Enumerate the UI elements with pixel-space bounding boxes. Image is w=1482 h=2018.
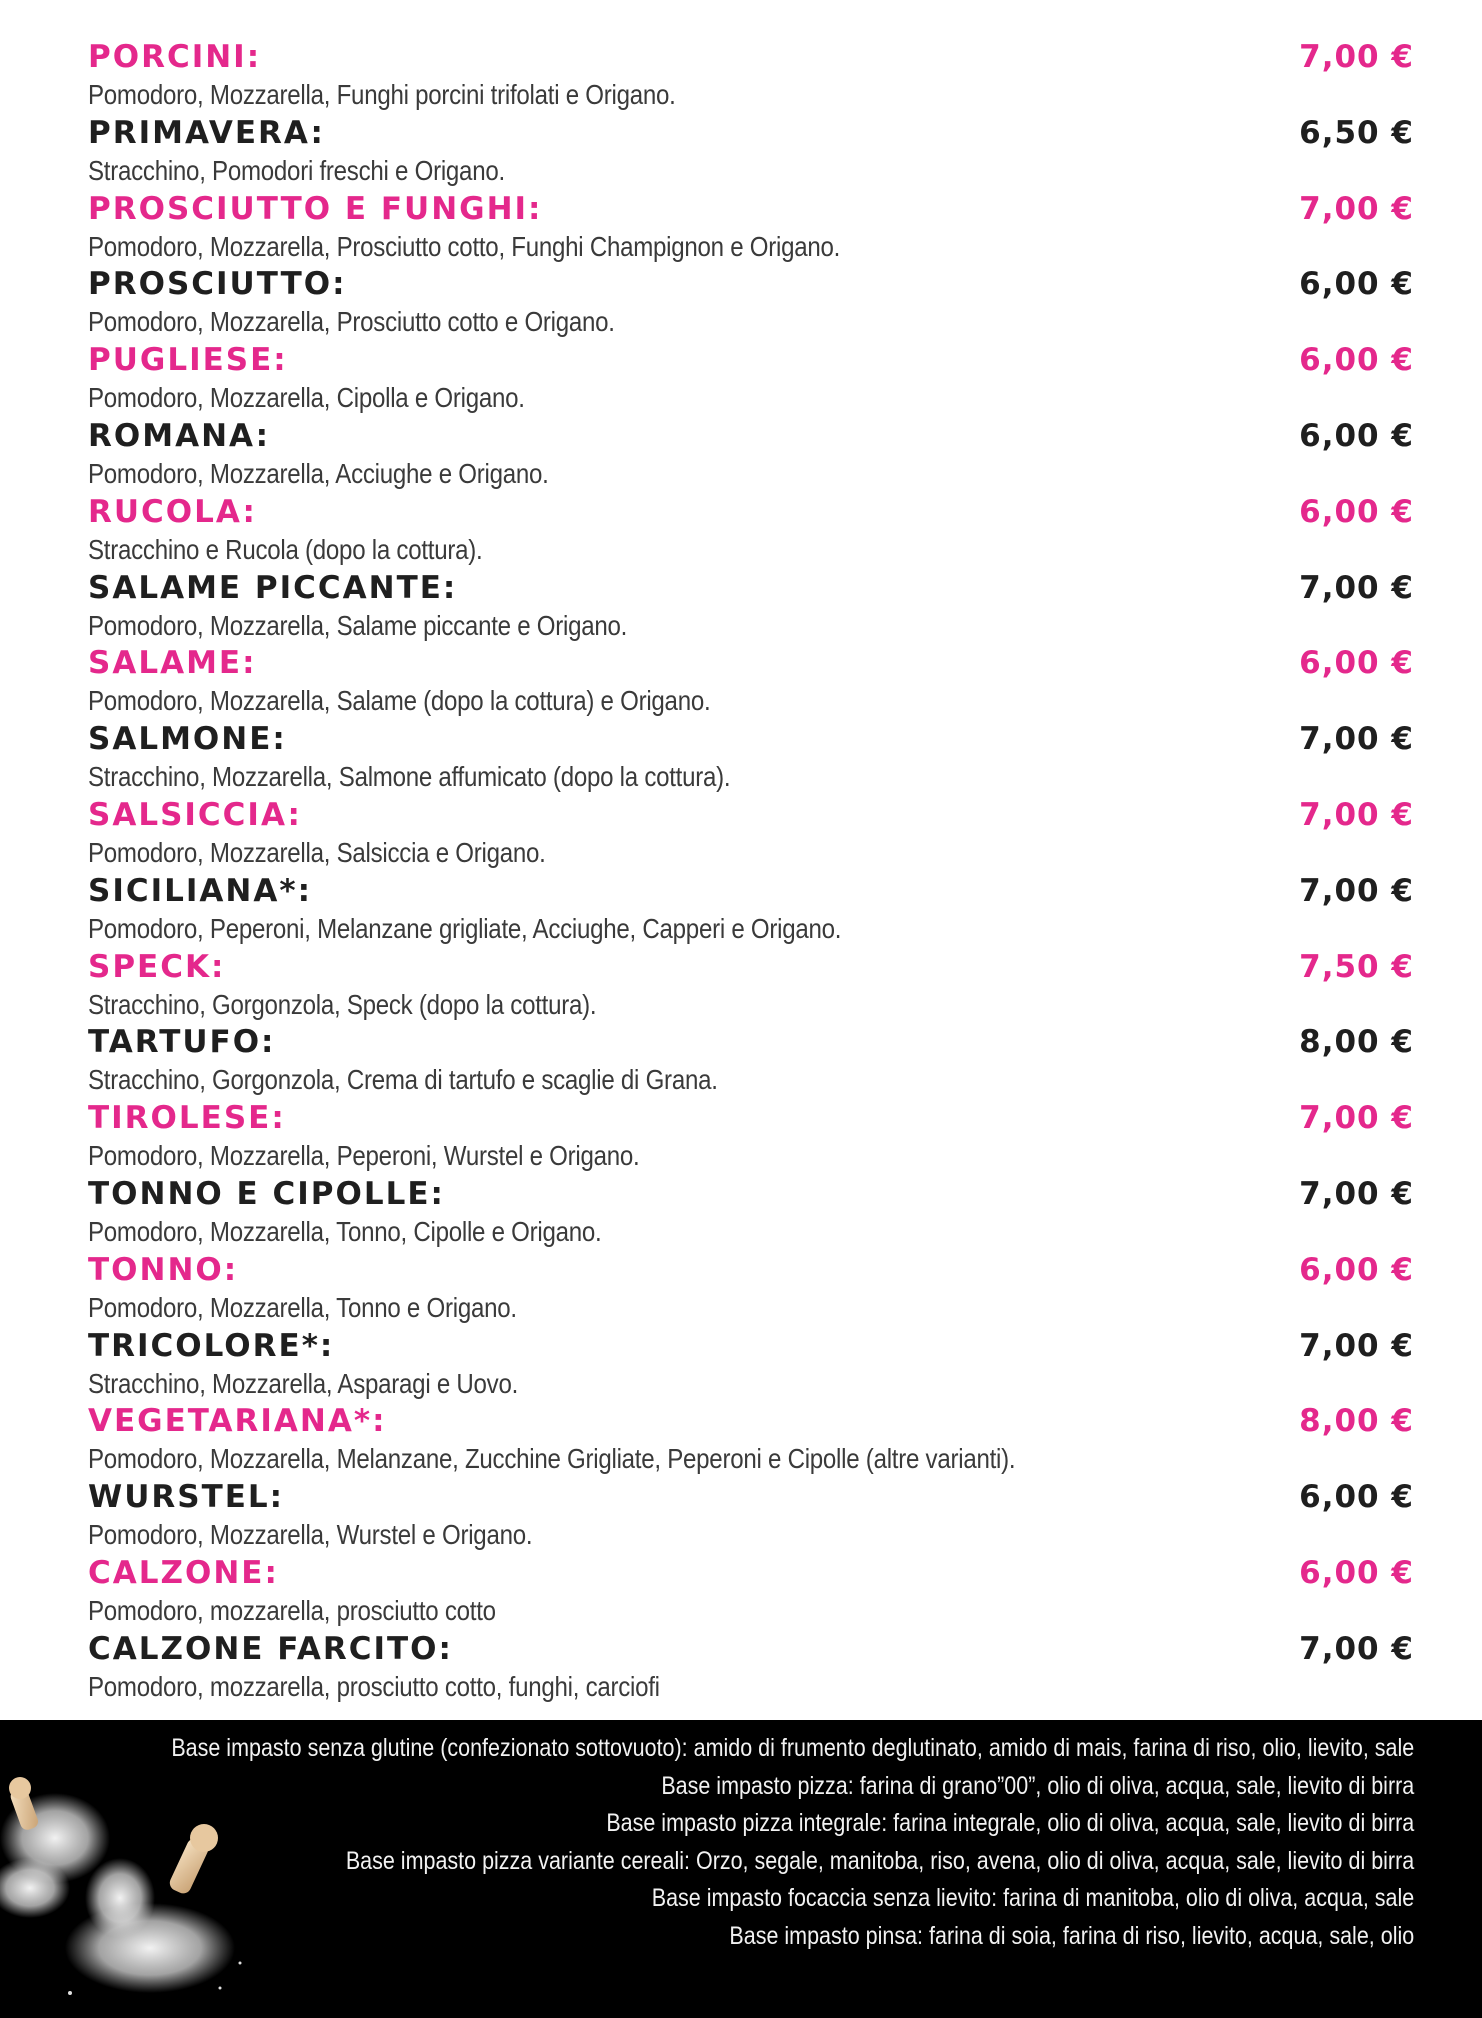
menu-item — [88, 796, 1414, 872]
menu-item-header — [88, 720, 1414, 758]
menu-item-price: 7,00 € — [1299, 1175, 1414, 1212]
menu-item — [88, 341, 1414, 417]
menu-item-header — [88, 1554, 1414, 1592]
menu-item-name: CALZONE FARCITO: — [88, 1630, 453, 1667]
menu-item-price: 7,00 € — [1299, 1100, 1414, 1137]
menu-item-header — [88, 1478, 1414, 1516]
menu-item-header — [88, 38, 1414, 76]
menu-item — [88, 948, 1414, 1024]
menu-item-description: Pomodoro, Mozzarella, Peperoni, Wurstel e Origano. — [88, 1140, 640, 1172]
menu-item-name: SICILIANA*: — [88, 872, 312, 909]
menu-item-price: 7,50 € — [1299, 948, 1414, 985]
menu-item-name: TONNO E CIPOLLE: — [88, 1175, 445, 1212]
menu-item-description: Pomodoro, Mozzarella, Melanzane, Zucchine Grigliate, Peperoni e Cipolle (altre varianti). — [88, 1443, 1016, 1475]
menu-item-header — [88, 569, 1414, 607]
menu-item-price: 7,00 € — [1299, 872, 1414, 909]
menu-item-price: 8,00 € — [1299, 1403, 1414, 1440]
menu-item-header — [88, 265, 1414, 303]
menu-item-name: TONNO: — [88, 1251, 239, 1288]
menu-item — [88, 38, 1414, 114]
dough-base-line: Base impasto pizza integrale: farina integrale, olio di oliva, acqua, sale, lievito di birra — [606, 1809, 1414, 1838]
pizza-menu-list — [88, 38, 1414, 1706]
menu-item-header — [88, 948, 1414, 986]
menu-item-header — [88, 644, 1414, 682]
menu-item-description: Pomodoro, Mozzarella, Tonno e Origano. — [88, 1291, 517, 1323]
menu-item-header — [88, 1251, 1414, 1289]
menu-item-description: Stracchino, Gorgonzola, Speck (dopo la cottura). — [88, 988, 597, 1020]
menu-item — [88, 1175, 1414, 1251]
menu-item — [88, 1327, 1414, 1403]
menu-item-description: Stracchino, Pomodori freschi e Origano. — [88, 154, 505, 186]
menu-item-price: 6,00 € — [1299, 645, 1414, 682]
menu-item-name: ROMANA: — [88, 417, 270, 454]
dough-base-line: Base impasto pinsa: farina di soia, farina di riso, lievito, acqua, sale, olio — [729, 1921, 1414, 1950]
menu-item — [88, 114, 1414, 190]
menu-item-price: 6,00 € — [1299, 417, 1414, 454]
menu-item-price: 7,00 € — [1299, 190, 1414, 227]
dough-base-line: Base impasto senza glutine (confezionato sottovuoto): amido di frumento deglutinato, amido di mais, farina di riso, olio, lievito, sale — [171, 1734, 1414, 1762]
menu-item — [88, 493, 1414, 569]
menu-item-description: Pomodoro, mozzarella, prosciutto cotto — [88, 1594, 496, 1626]
menu-item — [88, 1478, 1414, 1554]
menu-item-price: 7,00 € — [1299, 1327, 1414, 1364]
menu-item — [88, 720, 1414, 796]
menu-item-price: 6,00 € — [1299, 342, 1414, 379]
menu-item-price: 6,50 € — [1299, 114, 1414, 151]
menu-item-price: 8,00 € — [1299, 1024, 1414, 1061]
menu-item-price: 7,00 € — [1299, 39, 1414, 75]
menu-item — [88, 569, 1414, 645]
menu-item — [88, 1251, 1414, 1327]
menu-item-description: Stracchino, Mozzarella, Salmone affumicato (dopo la cottura). — [88, 761, 731, 793]
menu-item-header — [88, 493, 1414, 531]
menu-item-name: TIROLESE: — [88, 1100, 286, 1137]
menu-item — [88, 265, 1414, 341]
menu-item-header — [88, 1402, 1414, 1440]
menu-item-header — [88, 1023, 1414, 1061]
menu-item-header — [88, 1630, 1414, 1668]
menu-item-description: Pomodoro, Mozzarella, Cipolla e Origano. — [88, 382, 525, 414]
menu-item-description: Pomodoro, Mozzarella, Wurstel e Origano. — [88, 1519, 533, 1551]
menu-item — [88, 644, 1414, 720]
menu-item-description: Pomodoro, Mozzarella, Salsiccia e Origano. — [88, 836, 546, 868]
menu-item-header — [88, 341, 1414, 379]
dough-bases-list — [0, 1730, 1414, 1956]
menu-item-description: Stracchino e Rucola (dopo la cottura). — [88, 533, 483, 565]
menu-item-description: Pomodoro, Mozzarella, Funghi porcini trifolati e Origano. — [88, 79, 676, 110]
menu-item — [88, 1554, 1414, 1630]
dough-bases-footer — [0, 1720, 1482, 2018]
menu-item-price: 7,00 € — [1299, 1630, 1414, 1667]
menu-item-name: WURSTEL: — [88, 1479, 285, 1516]
menu-item-description: Pomodoro, Mozzarella, Prosciutto cotto e Origano. — [88, 306, 615, 338]
menu-item-name: SPECK: — [88, 948, 226, 985]
menu-item-name: SALAME: — [88, 645, 257, 682]
menu-item-price: 6,00 € — [1299, 493, 1414, 530]
menu-item-header — [88, 417, 1414, 455]
menu-item-price: 7,00 € — [1299, 796, 1414, 833]
menu-item — [88, 1023, 1414, 1099]
menu-item — [88, 1099, 1414, 1175]
menu-item — [88, 1630, 1414, 1706]
menu-item-description: Stracchino, Gorgonzola, Crema di tartufo e scaglie di Grana. — [88, 1064, 718, 1096]
menu-item-name: RUCOLA: — [88, 493, 257, 530]
menu-item-name: TARTUFO: — [88, 1024, 276, 1061]
menu-item-header — [88, 1175, 1414, 1213]
menu-item — [88, 872, 1414, 948]
menu-item-description: Stracchino, Mozzarella, Asparagi e Uovo. — [88, 1367, 519, 1399]
menu-item-header — [88, 796, 1414, 834]
menu-item-header — [88, 114, 1414, 152]
menu-item-description: Pomodoro, Mozzarella, Prosciutto cotto, Funghi Champignon e Origano. — [88, 230, 841, 262]
menu-item-description: Pomodoro, mozzarella, prosciutto cotto, funghi, carciofi — [88, 1670, 660, 1702]
menu-item-name: SALSICCIA: — [88, 796, 302, 833]
menu-item — [88, 1402, 1414, 1478]
menu-item-price: 6,00 € — [1299, 1251, 1414, 1288]
menu-item-header — [88, 1099, 1414, 1137]
menu-item-name: TRICOLORE*: — [88, 1327, 335, 1364]
dough-base-line: Base impasto pizza: farina di grano”00”, olio di oliva, acqua, sale, lievito di birra — [661, 1771, 1414, 1800]
menu-item-description: Pomodoro, Peperoni, Melanzane grigliate, Acciughe, Capperi e Origano. — [88, 912, 842, 944]
menu-item-header — [88, 1327, 1414, 1365]
menu-item — [88, 190, 1414, 266]
menu-item-description: Pomodoro, Mozzarella, Salame (dopo la cottura) e Origano. — [88, 685, 711, 717]
menu-item-name: PROSCIUTTO E FUNGHI: — [88, 190, 543, 227]
dough-base-line: Base impasto focaccia senza lievito: farina di manitoba, olio di oliva, acqua, sale — [651, 1884, 1414, 1913]
menu-item-name: VEGETARIANA*: — [88, 1403, 387, 1440]
menu-item-description: Pomodoro, Mozzarella, Acciughe e Origano. — [88, 457, 549, 489]
menu-item-name: PROSCIUTTO: — [88, 266, 347, 303]
menu-item-price: 7,00 € — [1299, 569, 1414, 606]
menu-item-name: PUGLIESE: — [88, 342, 288, 379]
menu-item-price: 6,00 € — [1299, 1554, 1414, 1591]
menu-item-name: SALAME PICCANTE: — [88, 569, 458, 606]
menu-item-header — [88, 190, 1414, 228]
menu-item-price: 7,00 € — [1299, 721, 1414, 758]
menu-item-price: 6,00 € — [1299, 266, 1414, 303]
menu-item — [88, 417, 1414, 493]
dough-base-line: Base impasto pizza variante cereali: Orzo, segale, manitoba, riso, avena, olio di oliva, acqua, sale, lievito di birra — [345, 1846, 1414, 1875]
menu-item-name: CALZONE: — [88, 1554, 279, 1591]
menu-item-price: 6,00 € — [1299, 1479, 1414, 1516]
menu-item-name: PRIMAVERA: — [88, 114, 325, 151]
menu-item-description: Pomodoro, Mozzarella, Salame piccante e Origano. — [88, 609, 628, 641]
menu-item-header — [88, 872, 1414, 910]
menu-item-name: PORCINI: — [88, 39, 262, 75]
menu-item-description: Pomodoro, Mozzarella, Tonno, Cipolle e Origano. — [88, 1215, 602, 1247]
menu-item-name: SALMONE: — [88, 721, 287, 758]
